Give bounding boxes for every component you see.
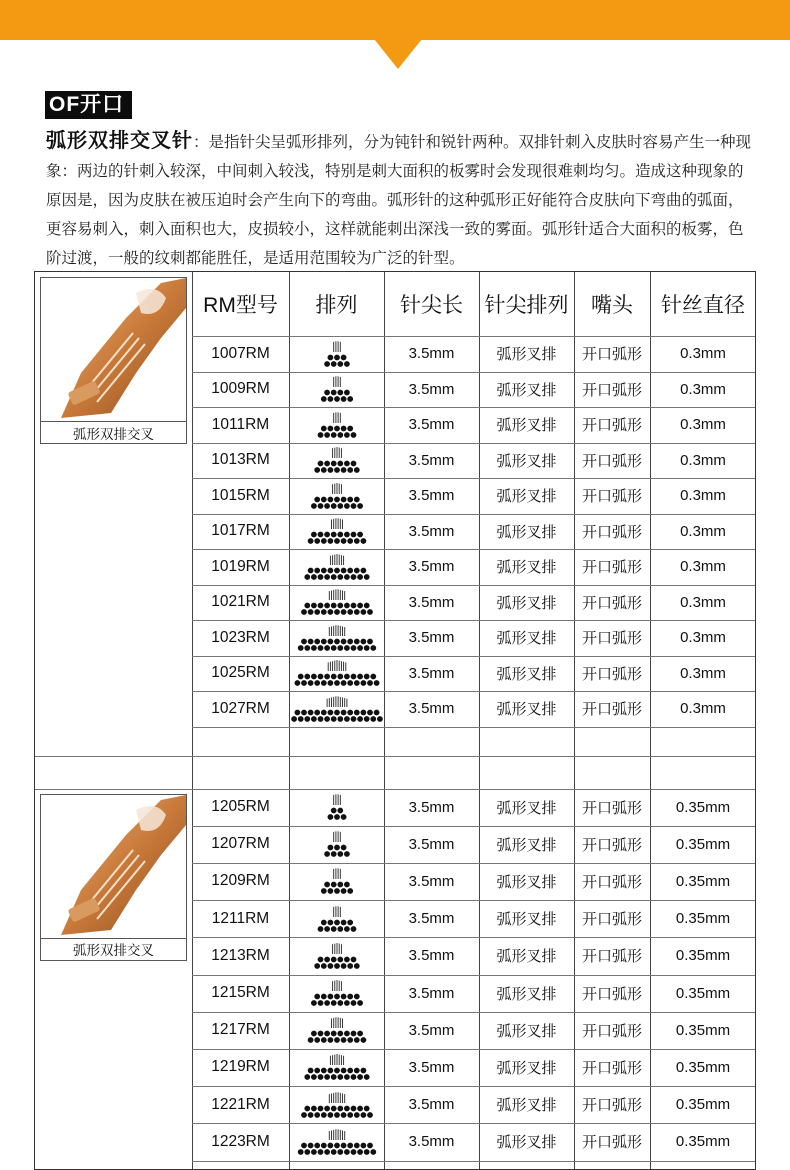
cell-code: 1209RM: [211, 872, 270, 890]
cell-pattern: [289, 863, 384, 900]
cell-tip-arrangement: 弧形叉排: [496, 488, 557, 506]
cell-wire-diameter: 0.3mm: [680, 522, 726, 540]
cell-tip-arrangement: 弧形叉排: [496, 1134, 557, 1152]
top-banner: [0, 0, 790, 40]
needle-pattern-icon: [290, 1127, 384, 1157]
cell-wire-diameter: 0.3mm: [680, 451, 726, 469]
column-header: 排列: [315, 294, 358, 317]
cell-wire-diameter: 0.35mm: [675, 1021, 731, 1039]
cell-tip-arrangement: 弧形叉排: [496, 911, 557, 929]
column-header: 针尖排列: [484, 294, 569, 317]
needle-pattern-icon: [290, 829, 384, 859]
cell-wire-diameter: 0.3mm: [680, 629, 726, 647]
needle-pattern-icon: [290, 516, 384, 546]
needle-pattern-icon: [290, 587, 384, 617]
cell-wire-diameter: 0.35mm: [675, 910, 731, 928]
product-photo-2: [40, 794, 187, 961]
cell-tip-arrangement: 弧形叉排: [496, 799, 557, 817]
needle-pattern-icon: [290, 410, 384, 440]
cell-wire-diameter: 0.35mm: [675, 872, 731, 890]
cell-wire-diameter: 0.35mm: [675, 984, 731, 1002]
cell-wire-diameter: 0.3mm: [680, 593, 726, 611]
column-header: RM型号: [203, 294, 278, 317]
cell-tip-length: 3.5mm: [408, 872, 455, 890]
cell-code: 1211RM: [211, 909, 270, 927]
cell-code: 1007RM: [211, 344, 270, 362]
cell-code: 1013RM: [211, 451, 270, 469]
cell-mouth-type: 开口弧形: [581, 911, 642, 929]
cell-pattern: [289, 900, 384, 937]
intro-paragraph: [46, 127, 758, 273]
cell-mouth-type: 开口弧形: [581, 665, 642, 683]
cell-tip-length: 3.5mm: [408, 487, 455, 505]
cell-wire-diameter: 0.3mm: [680, 345, 726, 363]
cell-tip-arrangement: 弧形叉排: [496, 985, 557, 1003]
tattoo-cartridge-icon: [41, 278, 186, 421]
cell-pattern: [289, 975, 384, 1012]
tattoo-cartridge-icon: [41, 795, 186, 938]
column-header: 嘴头: [591, 294, 633, 317]
cell-mouth-type: 开口弧形: [581, 488, 642, 506]
cell-tip-length: 3.5mm: [408, 1096, 455, 1114]
cell-tip-length: 3.5mm: [408, 416, 455, 434]
cell-code: 1011RM: [211, 415, 270, 433]
cell-wire-diameter: 0.35mm: [675, 947, 731, 965]
cell-code: 1023RM: [211, 628, 270, 646]
cell-pattern: [289, 937, 384, 974]
row-divider: [192, 727, 755, 728]
cell-tip-length: 3.5mm: [408, 629, 455, 647]
needle-pattern-icon: [290, 866, 384, 896]
cell-mouth-type: 开口弧形: [581, 1097, 642, 1115]
cell-tip-length: 3.5mm: [408, 984, 455, 1002]
cell-mouth-type: 开口弧形: [581, 1022, 642, 1040]
cell-wire-diameter: 0.35mm: [675, 1058, 731, 1076]
cell-pattern: [289, 691, 384, 727]
cell-wire-diameter: 0.3mm: [680, 664, 726, 682]
cell-tip-arrangement: 弧形叉排: [496, 452, 557, 470]
cell-tip-length: 3.5mm: [408, 1021, 455, 1039]
needle-pattern-icon: [290, 481, 384, 511]
cell-tip-arrangement: 弧形叉排: [496, 1022, 557, 1040]
cell-tip-length: 3.5mm: [408, 947, 455, 965]
cell-pattern: [289, 407, 384, 443]
cell-tip-arrangement: 弧形叉排: [496, 873, 557, 891]
cell-mouth-type: 开口弧形: [581, 836, 642, 854]
cell-tip-length: 3.5mm: [408, 910, 455, 928]
cell-tip-arrangement: 弧形叉排: [496, 630, 557, 648]
cell-code: 1205RM: [211, 798, 270, 816]
needle-pattern-icon: [290, 445, 384, 475]
cell-tip-length: 3.5mm: [408, 451, 455, 469]
cell-wire-diameter: 0.3mm: [680, 416, 726, 434]
row-divider: [192, 1161, 755, 1162]
column-header: 针尖长: [400, 294, 463, 317]
cell-mouth-type: 开口弧形: [581, 452, 642, 470]
cell-wire-diameter: 0.3mm: [680, 700, 726, 718]
photo-caption: 弧形双排交叉: [41, 938, 186, 960]
cell-tip-length: 3.5mm: [408, 1058, 455, 1076]
cell-code: 1017RM: [211, 522, 270, 540]
cell-code: 1025RM: [211, 664, 270, 682]
cell-tip-arrangement: 弧形叉排: [496, 665, 557, 683]
cell-pattern: [289, 549, 384, 585]
needle-pattern-icon: [290, 694, 384, 724]
cell-pattern: [289, 372, 384, 408]
cell-pattern: [289, 1086, 384, 1123]
cell-code: 1027RM: [211, 699, 270, 717]
cell-tip-length: 3.5mm: [408, 798, 455, 816]
cell-wire-diameter: 0.3mm: [680, 487, 726, 505]
needle-pattern-icon: [290, 658, 384, 688]
cell-mouth-type: 开口弧形: [581, 985, 642, 1003]
cell-tip-length: 3.5mm: [408, 1133, 455, 1151]
cell-tip-length: 3.5mm: [408, 558, 455, 576]
cell-code: 1213RM: [211, 946, 270, 964]
cell-mouth-type: 开口弧形: [581, 346, 642, 364]
product-photo-1: [40, 277, 187, 444]
needle-pattern-icon: [290, 552, 384, 582]
down-arrow-icon: [374, 39, 422, 69]
spec-table: [34, 271, 756, 1170]
intro-title: 弧形双排交叉针: [46, 130, 193, 152]
cell-tip-length: 3.5mm: [408, 522, 455, 540]
cell-mouth-type: 开口弧形: [581, 1059, 642, 1077]
cell-code: 1207RM: [211, 835, 270, 853]
cell-tip-length: 3.5mm: [408, 345, 455, 363]
cell-code: 1223RM: [211, 1132, 270, 1150]
needle-pattern-icon: [290, 904, 384, 934]
cell-pattern: [289, 1049, 384, 1086]
cell-mouth-type: 开口弧形: [581, 594, 642, 612]
needle-pattern-icon: [290, 1052, 384, 1082]
cell-code: 1019RM: [211, 557, 270, 575]
cell-pattern: [289, 826, 384, 863]
cell-pattern: [289, 443, 384, 479]
cell-code: 1221RM: [211, 1095, 270, 1113]
cell-wire-diameter: 0.35mm: [675, 1133, 731, 1151]
needle-pattern-icon: [290, 1015, 384, 1045]
cell-tip-arrangement: 弧形叉排: [496, 594, 557, 612]
cell-mouth-type: 开口弧形: [581, 523, 642, 541]
cell-mouth-type: 开口弧形: [581, 1134, 642, 1152]
cell-tip-length: 3.5mm: [408, 835, 455, 853]
cell-tip-arrangement: 弧形叉排: [496, 381, 557, 399]
cell-code: 1217RM: [211, 1021, 270, 1039]
cell-tip-arrangement: 弧形叉排: [496, 836, 557, 854]
cell-code: 1015RM: [211, 486, 270, 504]
intro-text: ：是指针尖呈弧形排列，分为钝针和锐针两种。双排针刺入皮肤时容易产生一种现象：两边的针刺入较深，中间刺入较浅，特别是刺大面积的板雾时会发现很难刺均匀。造成这种现象的原因是，因为皮肤在被压迫时会产生向下的弯曲。弧形针的这种弧形正好能符合皮肤向下弯曲的弧面，更容易刺入，刺入面积也大，皮损较小，这样就能刺出深浅一致的雾面。弧形针适合大面积的板雾，色阶过渡，一般的纹刺都能胜任，是适用范围较为广泛的针型。: [46, 134, 752, 267]
photo-caption: 弧形双排交叉: [41, 421, 186, 443]
cell-code: 1009RM: [211, 380, 270, 398]
cell-tip-arrangement: 弧形叉排: [496, 701, 557, 719]
cell-wire-diameter: 0.35mm: [675, 1096, 731, 1114]
column-header: 针丝直径: [661, 294, 745, 317]
cell-code: 1219RM: [211, 1058, 270, 1076]
section-tag: OF开口: [45, 91, 132, 119]
cell-tip-length: 3.5mm: [408, 593, 455, 611]
needle-pattern-icon: [290, 978, 384, 1008]
needle-pattern-icon: [290, 339, 384, 369]
cell-pattern: [289, 656, 384, 692]
needle-pattern-icon: [290, 374, 384, 404]
cell-tip-arrangement: 弧形叉排: [496, 559, 557, 577]
cell-mouth-type: 开口弧形: [581, 948, 642, 966]
cell-mouth-type: 开口弧形: [581, 799, 642, 817]
cell-pattern: [289, 478, 384, 514]
cell-code: 1021RM: [211, 593, 270, 611]
cell-wire-diameter: 0.3mm: [680, 380, 726, 398]
cell-wire-diameter: 0.35mm: [675, 835, 731, 853]
cell-tip-arrangement: 弧形叉排: [496, 523, 557, 541]
cell-tip-length: 3.5mm: [408, 380, 455, 398]
cell-tip-arrangement: 弧形叉排: [496, 1059, 557, 1077]
cell-pattern: [289, 1123, 384, 1160]
cartridge-image: [41, 795, 186, 938]
cell-wire-diameter: 0.3mm: [680, 558, 726, 576]
cell-pattern: [289, 514, 384, 550]
cell-wire-diameter: 0.35mm: [675, 798, 731, 816]
cell-tip-length: 3.5mm: [408, 700, 455, 718]
needle-pattern-icon: [290, 941, 384, 971]
cell-pattern: [289, 1012, 384, 1049]
cartridge-image: [41, 278, 186, 421]
cell-mouth-type: 开口弧形: [581, 873, 642, 891]
cell-mouth-type: 开口弧形: [581, 630, 642, 648]
cell-tip-arrangement: 弧形叉排: [496, 948, 557, 966]
cell-pattern: [289, 585, 384, 621]
needle-pattern-icon: [290, 623, 384, 653]
cell-pattern: [289, 789, 384, 826]
cell-mouth-type: 开口弧形: [581, 417, 642, 435]
cell-pattern: [289, 620, 384, 656]
cell-tip-arrangement: 弧形叉排: [496, 346, 557, 364]
cell-mouth-type: 开口弧形: [581, 701, 642, 719]
cell-mouth-type: 开口弧形: [581, 559, 642, 577]
cell-tip-arrangement: 弧形叉排: [496, 417, 557, 435]
cell-tip-arrangement: 弧形叉排: [496, 1097, 557, 1115]
needle-pattern-icon: [290, 1090, 384, 1120]
needle-pattern-icon: [290, 792, 384, 822]
cell-code: 1215RM: [211, 984, 270, 1002]
cell-pattern: [289, 336, 384, 372]
row-divider: [35, 756, 755, 757]
cell-mouth-type: 开口弧形: [581, 381, 642, 399]
cell-tip-length: 3.5mm: [408, 664, 455, 682]
